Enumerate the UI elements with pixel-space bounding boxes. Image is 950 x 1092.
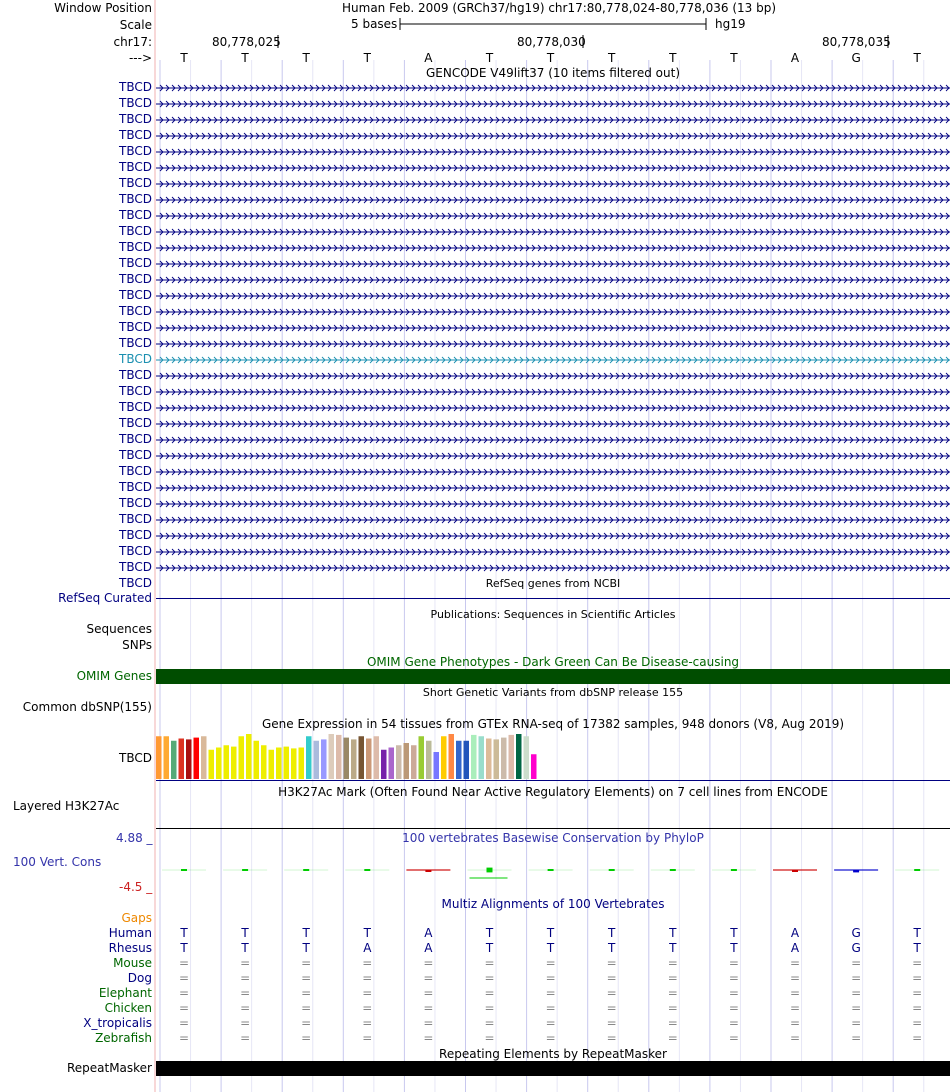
repeatmasker-title: Repeating Elements by RepeatMasker — [439, 1047, 667, 1061]
window-position-label: Window Position — [54, 1, 152, 15]
gtex-tissue-bar[interactable] — [486, 739, 492, 780]
multiz-aligned-base: = — [545, 971, 556, 985]
multiz-aligned-base: = — [912, 1031, 923, 1045]
gencode-transcript-label[interactable]: TBCD — [119, 96, 152, 110]
gtex-tissue-bar[interactable] — [186, 739, 192, 779]
multiz-aligned-base: A — [790, 926, 800, 940]
multiz-aligned-base: T — [180, 941, 188, 955]
reference-base: T — [730, 51, 738, 65]
multiz-aligned-base: T — [241, 926, 249, 940]
multiz-aligned-base: = — [240, 1001, 251, 1015]
position-tick-2: 80,778,030 — [517, 35, 586, 49]
multiz-aligned-base: = — [484, 1001, 495, 1015]
gtex-bar-chart[interactable] — [156, 731, 556, 779]
h3k27ac-baseline — [156, 828, 950, 829]
multiz-aligned-base: = — [606, 971, 617, 985]
gencode-transcript-label[interactable]: TBCD — [119, 304, 152, 318]
multiz-aligned-base: = — [912, 1001, 923, 1015]
multiz-aligned-base: = — [484, 956, 495, 970]
reference-base: T — [546, 51, 555, 65]
gencode-transcripts[interactable] — [156, 80, 950, 576]
multiz-aligned-base: = — [240, 1016, 251, 1030]
reference-base: T — [180, 51, 188, 65]
gtex-tissue-bar[interactable] — [344, 738, 350, 779]
multiz-gaps-label[interactable]: Gaps — [121, 911, 152, 925]
multiz-species-label[interactable]: Zebrafish — [95, 1031, 152, 1045]
gtex-tissue-bar[interactable] — [381, 750, 387, 779]
multiz-aligned-base: = — [606, 1031, 617, 1045]
gtex-tissue-bar[interactable] — [419, 736, 425, 779]
multiz-aligned-base: T — [546, 926, 555, 940]
multiz-aligned-base: = — [423, 1001, 434, 1015]
repeatmasker-label[interactable]: RepeatMasker — [66, 1061, 152, 1075]
gencode-transcript-label[interactable]: TBCD — [119, 448, 152, 462]
multiz-aligned-base: G — [851, 941, 861, 955]
gtex-tissue-bar[interactable] — [194, 738, 200, 779]
publications-title: Publications: Sequences in Scientific Articles — [430, 608, 676, 621]
multiz-aligned-base: = — [606, 1016, 617, 1030]
gtex-tissue-bar[interactable] — [396, 745, 402, 779]
multiz-aligned-base: T — [913, 941, 921, 955]
multiz-aligned-base: = — [545, 1001, 556, 1015]
multiz-aligned-base: = — [912, 971, 923, 985]
gtex-tissue-bar[interactable] — [299, 748, 305, 780]
multiz-aligned-base: = — [362, 1001, 373, 1015]
multiz-aligned-base: T — [485, 941, 494, 955]
multiz-aligned-base: = — [728, 1016, 739, 1030]
gencode-transcript-label[interactable]: TBCD — [119, 560, 152, 574]
multiz-species-label[interactable]: Chicken — [104, 1001, 152, 1015]
multiz-aligned-base: = — [667, 1031, 678, 1045]
gtex-tissue-bar[interactable] — [261, 745, 267, 779]
multiz-aligned-base: = — [301, 986, 312, 1000]
gencode-transcript-label[interactable]: TBCD — [119, 288, 152, 302]
gtex-tissue-bar[interactable] — [336, 735, 342, 779]
multiz-aligned-base: = — [789, 956, 801, 970]
multiz-aligned-base: T — [302, 941, 310, 955]
gtex-tissue-bar[interactable] — [471, 735, 477, 779]
multiz-aligned-base: = — [606, 986, 617, 1000]
phylop-score-mark[interactable] — [731, 869, 737, 871]
gencode-transcript-label[interactable]: TBCD — [119, 384, 152, 398]
refseq-gene-line[interactable] — [156, 598, 950, 599]
repeatmasker-bar[interactable] — [156, 1061, 950, 1076]
multiz-aligned-base: T — [608, 926, 616, 940]
phylop-ymin: -4.5 _ — [119, 880, 153, 894]
multiz-aligned-base: T — [669, 926, 677, 940]
gtex-tissue-bar[interactable] — [524, 736, 530, 779]
phylop-score-mark[interactable] — [425, 870, 431, 872]
gtex-tissue-bar[interactable] — [426, 741, 432, 779]
dbsnp-title: Short Genetic Variants from dbSNP release 155 — [422, 686, 684, 699]
gtex-tissue-bar[interactable] — [374, 736, 380, 779]
gtex-tissue-bar[interactable] — [479, 736, 485, 779]
gencode-transcript-label[interactable]: TBCD — [119, 192, 152, 206]
refseq-title: RefSeq genes from NCBI — [485, 577, 621, 590]
h3k27ac-label[interactable]: Layered H3K27Ac — [13, 799, 120, 813]
multiz-aligned-base: A — [424, 941, 433, 955]
multiz-aligned-base: = — [301, 971, 312, 985]
gencode-transcript-label[interactable]: TBCD — [119, 544, 152, 558]
gtex-tissue-bar[interactable] — [239, 736, 245, 779]
gencode-transcript-label[interactable]: TBCD — [119, 512, 152, 526]
multiz-aligned-base: T — [180, 926, 188, 940]
refseq-label[interactable]: RefSeq Curated — [58, 591, 152, 605]
multiz-aligned-base: = — [728, 971, 739, 985]
multiz-aligned-base: = — [667, 986, 678, 1000]
phylop-score-mark[interactable] — [792, 870, 798, 872]
multiz-aligned-base: A — [424, 926, 433, 940]
multiz-aligned-base: = — [545, 1016, 556, 1030]
multiz-aligned-base: = — [545, 986, 556, 1000]
gencode-transcript-label[interactable]: TBCD — [119, 160, 152, 174]
gencode-transcript-label[interactable]: TBCD — [119, 336, 152, 350]
multiz-aligned-base: T — [913, 926, 921, 940]
multiz-species-label[interactable]: Elephant — [98, 986, 152, 1000]
position-tick-marks — [0, 34, 950, 50]
reference-base: T — [913, 51, 921, 65]
phylop-score-mark[interactable] — [670, 869, 676, 871]
phylop-title: 100 vertebrates Basewise Conservation by PhyloP — [402, 831, 704, 845]
phylop-score-mark[interactable] — [303, 869, 309, 871]
multiz-aligned-base: = — [423, 956, 434, 970]
scale-label: Scale — [119, 18, 152, 32]
multiz-aligned-base: = — [423, 971, 434, 985]
phylop-wiggle[interactable] — [156, 852, 950, 892]
phylop-ymax: 4.88 _ — [116, 831, 153, 845]
multiz-aligned-base: = — [240, 971, 251, 985]
multiz-species-label[interactable]: Dog — [127, 971, 152, 985]
gtex-title: Gene Expression in 54 tissues from GTEx RNA-seq of 17382 samples, 948 donors (V8, Aug 2019) — [261, 717, 845, 731]
multiz-aligned-base: = — [667, 971, 678, 985]
strand-label: ---> — [128, 51, 152, 65]
multiz-aligned-base: = — [851, 1016, 862, 1030]
gtex-tissue-bar[interactable] — [456, 741, 462, 779]
gencode-transcript-label[interactable]: TBCD — [119, 272, 152, 286]
gencode-transcript-label[interactable]: TBCD — [119, 80, 152, 94]
gtex-tissue-bar[interactable] — [156, 736, 162, 779]
multiz-aligned-base: = — [301, 956, 312, 970]
multiz-aligned-base: = — [912, 956, 923, 970]
multiz-aligned-base: = — [362, 1031, 373, 1045]
multiz-aligned-base: = — [240, 1031, 251, 1045]
multiz-aligned-base: A — [363, 941, 372, 955]
gtex-tissue-bar[interactable] — [179, 739, 185, 780]
multiz-aligned-base: T — [669, 941, 677, 955]
gtex-tissue-bar[interactable] — [531, 754, 537, 779]
gtex-tissue-bar[interactable] — [209, 750, 215, 779]
scale-value: 5 bases — [351, 17, 398, 31]
multiz-aligned-base: = — [178, 1016, 190, 1030]
reference-base: A — [424, 51, 433, 65]
gencode-transcript-label[interactable]: TBCD — [119, 576, 152, 590]
gtex-tissue-bar[interactable] — [434, 752, 440, 779]
multiz-aligned-base: = — [484, 1031, 495, 1045]
gtex-tissue-bar[interactable] — [171, 741, 177, 779]
multiz-aligned-base: = — [789, 1031, 801, 1045]
multiz-aligned-base: T — [730, 926, 738, 940]
multiz-aligned-base: = — [789, 1001, 801, 1015]
gencode-transcript-label[interactable]: TBCD — [119, 224, 152, 238]
gencode-title: GENCODE V49lift37 (10 items filtered out) — [425, 66, 680, 80]
gtex-tissue-bar[interactable] — [231, 747, 237, 779]
phylop-score-mark[interactable] — [487, 868, 493, 873]
gencode-transcript-label[interactable]: TBCD — [119, 496, 152, 510]
gtex-tissue-bar[interactable] — [254, 741, 260, 779]
gtex-tissue-bar[interactable] — [441, 736, 447, 779]
gencode-transcript-label[interactable]: TBCD — [119, 528, 152, 542]
multiz-aligned-base: = — [667, 956, 678, 970]
gtex-label[interactable]: TBCD — [119, 751, 152, 765]
multiz-species-label[interactable]: Rhesus — [108, 941, 152, 955]
gtex-tissue-bar[interactable] — [321, 739, 327, 779]
gtex-tissue-bar[interactable] — [509, 735, 515, 779]
multiz-species-label[interactable]: Human — [108, 926, 152, 940]
multiz-aligned-base: = — [545, 956, 556, 970]
multiz-title: Multiz Alignments of 100 Vertebrates — [441, 897, 665, 911]
gencode-transcript-label[interactable]: TBCD — [119, 464, 152, 478]
multiz-aligned-base: = — [362, 1016, 373, 1030]
phylop-score-mark[interactable] — [914, 869, 920, 871]
reference-base: T — [302, 51, 310, 65]
multiz-aligned-base: = — [851, 1001, 862, 1015]
multiz-aligned-base: = — [912, 986, 923, 1000]
multiz-aligned-base: T — [302, 926, 310, 940]
phylop-score-mark[interactable] — [181, 869, 187, 871]
multiz-aligned-base: = — [789, 986, 801, 1000]
multiz-aligned-base: = — [423, 1031, 434, 1045]
gencode-transcript-label[interactable]: TBCD — [119, 416, 152, 430]
multiz-aligned-base: A — [790, 941, 800, 955]
multiz-aligned-base: = — [484, 971, 495, 985]
gencode-transcript-label[interactable]: TBCD — [119, 352, 152, 366]
multiz-aligned-base: = — [851, 1031, 862, 1045]
gtex-tissue-bar[interactable] — [306, 736, 312, 779]
publications-label-snps[interactable]: SNPs — [122, 638, 152, 652]
gtex-tissue-bar[interactable] — [269, 750, 275, 779]
omim-gene-bar[interactable] — [156, 669, 950, 684]
gtex-tissue-bar[interactable] — [464, 741, 470, 779]
gtex-tissue-bar[interactable] — [351, 739, 357, 779]
multiz-aligned-base: = — [667, 1016, 678, 1030]
multiz-aligned-base: = — [178, 956, 190, 970]
multiz-aligned-base: = — [667, 1001, 678, 1015]
gtex-tissue-bar[interactable] — [164, 736, 170, 779]
gencode-transcript-label[interactable]: TBCD — [119, 176, 152, 190]
scale-bar — [398, 16, 710, 32]
gtex-baseline — [156, 780, 950, 781]
gencode-transcript-label[interactable]: TBCD — [119, 256, 152, 270]
gtex-tissue-bar[interactable] — [314, 741, 320, 779]
gencode-transcript-label[interactable]: TBCD — [119, 112, 152, 126]
gtex-tissue-bar[interactable] — [501, 738, 507, 779]
gencode-transcript-label[interactable]: TBCD — [119, 240, 152, 254]
phylop-label[interactable]: 100 Vert. Cons — [13, 855, 102, 869]
phylop-score-mark[interactable] — [609, 869, 615, 871]
gencode-transcript-label[interactable]: TBCD — [119, 432, 152, 446]
gtex-tissue-bar[interactable] — [291, 748, 297, 779]
multiz-aligned-base: = — [789, 971, 801, 985]
gtex-tissue-bar[interactable] — [366, 739, 372, 780]
multiz-aligned-base: T — [241, 941, 249, 955]
multiz-aligned-base: T — [546, 941, 555, 955]
multiz-aligned-base: = — [178, 986, 190, 1000]
gtex-tissue-bar[interactable] — [329, 734, 335, 779]
reference-base: T — [363, 51, 371, 65]
multiz-aligned-base: T — [485, 926, 494, 940]
gtex-tissue-bar[interactable] — [494, 739, 500, 779]
multiz-aligned-base: = — [178, 971, 190, 985]
gencode-transcript-label[interactable]: TBCD — [119, 368, 152, 382]
gtex-tissue-bar[interactable] — [411, 745, 417, 779]
multiz-aligned-base: = — [728, 1031, 739, 1045]
scale-db: hg19 — [715, 17, 746, 31]
multiz-aligned-base: = — [912, 1016, 923, 1030]
multiz-aligned-base: = — [240, 986, 251, 1000]
multiz-aligned-base: = — [728, 1001, 739, 1015]
multiz-aligned-base: = — [240, 956, 251, 970]
gencode-transcript-label[interactable]: TBCD — [119, 208, 152, 222]
multiz-aligned-base: T — [730, 941, 738, 955]
dbsnp-label[interactable]: Common dbSNP(155) — [22, 700, 152, 714]
multiz-aligned-base: = — [484, 986, 495, 1000]
gtex-tissue-bar[interactable] — [516, 734, 522, 779]
gtex-tissue-bar[interactable] — [449, 734, 455, 779]
reference-base: T — [485, 51, 494, 65]
gtex-tissue-bar[interactable] — [276, 748, 282, 780]
phylop-score-mark[interactable] — [242, 869, 248, 871]
multiz-aligned-base: = — [606, 956, 617, 970]
phylop-score-mark[interactable] — [853, 870, 859, 872]
gtex-tissue-bar[interactable] — [224, 745, 230, 779]
multiz-species-label[interactable]: Mouse — [113, 956, 152, 970]
multiz-aligned-base: = — [789, 1016, 801, 1030]
multiz-aligned-base: = — [728, 956, 739, 970]
phylop-score-mark[interactable] — [364, 869, 370, 871]
multiz-aligned-base: = — [423, 986, 434, 1000]
gtex-tissue-bar[interactable] — [404, 743, 410, 779]
multiz-aligned-base: = — [301, 1016, 312, 1030]
reference-base: T — [241, 51, 249, 65]
gencode-transcript-label[interactable]: TBCD — [119, 480, 152, 494]
phylop-score-mark[interactable] — [548, 869, 554, 871]
position-tick-3: 80,778,035 — [822, 35, 891, 49]
gtex-tissue-bar[interactable] — [216, 748, 222, 780]
reference-base: T — [669, 51, 677, 65]
multiz-aligned-base: = — [423, 1016, 434, 1030]
multiz-aligned-base: = — [362, 956, 373, 970]
window-position-value: Human Feb. 2009 (GRCh37/hg19) chr17:80,778,024-80,778,036 (13 bp) — [342, 1, 777, 15]
position-tick-1: 80,778,025 — [212, 35, 281, 49]
multiz-species-label[interactable]: X_tropicalis — [83, 1016, 152, 1030]
multiz-aligned-base: = — [178, 1031, 190, 1045]
multiz-aligned-base: = — [301, 1001, 312, 1015]
gtex-tissue-bar[interactable] — [389, 748, 395, 780]
omim-label[interactable]: OMIM Genes — [76, 669, 152, 683]
multiz-aligned-base: = — [178, 1001, 190, 1015]
multiz-aligned-base: = — [484, 1016, 495, 1030]
gtex-tissue-bar[interactable] — [284, 747, 290, 779]
reference-base: A — [790, 51, 800, 65]
omim-title: OMIM Gene Phenotypes - Dark Green Can Be Disease-causing — [366, 655, 740, 669]
publications-label-sequences[interactable]: Sequences — [86, 622, 152, 636]
reference-base: T — [608, 51, 616, 65]
multiz-aligned-base: = — [851, 956, 862, 970]
multiz-aligned-base: = — [362, 986, 373, 1000]
multiz-aligned-base: T — [363, 926, 371, 940]
multiz-aligned-base: = — [851, 986, 862, 1000]
multiz-aligned-base: = — [545, 1031, 556, 1045]
gencode-transcript-label[interactable]: TBCD — [119, 400, 152, 414]
chrom-label: chr17: — [113, 35, 152, 49]
multiz-aligned-base: G — [851, 926, 861, 940]
multiz-aligned-base: = — [728, 986, 739, 1000]
multiz-aligned-base: T — [608, 941, 616, 955]
multiz-aligned-base: = — [362, 971, 373, 985]
gencode-transcript-label[interactable]: TBCD — [119, 144, 152, 158]
h3k27ac-title: H3K27Ac Mark (Often Found Near Active Regulatory Elements) on 7 cell lines from ENCODE — [278, 785, 828, 799]
gtex-tissue-bar[interactable] — [201, 736, 207, 779]
gencode-transcript-label[interactable]: TBCD — [119, 128, 152, 142]
gencode-transcript-label[interactable]: TBCD — [119, 320, 152, 334]
multiz-aligned-base: = — [851, 971, 862, 985]
reference-base: G — [851, 51, 861, 65]
gtex-tissue-bar[interactable] — [246, 734, 252, 779]
multiz-aligned-base: = — [606, 1001, 617, 1015]
gtex-tissue-bar[interactable] — [359, 736, 365, 779]
multiz-aligned-base: = — [301, 1031, 312, 1045]
